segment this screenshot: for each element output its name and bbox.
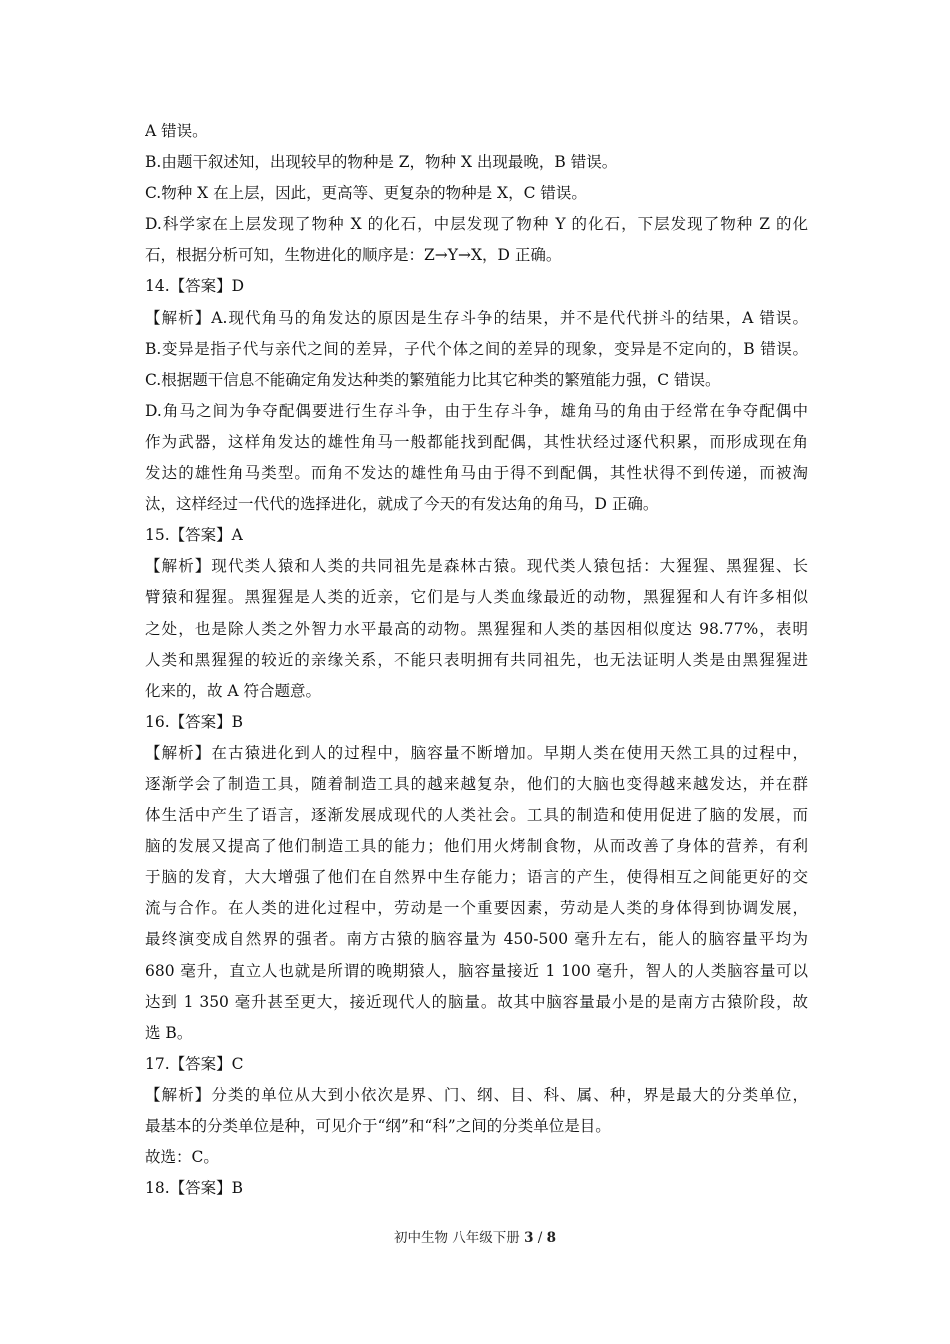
text-line: 之处，也是除人类之外智力水平最高的动物。黑猩猩和人类的基因相似度达 98.77%，表明 <box>145 619 808 638</box>
text-line: A 错误。 <box>145 122 208 140</box>
text-line: C.根据题干信息不能确定角发达种类的繁殖能力比其它种类的繁殖能力强，C 错误。 <box>145 370 721 389</box>
text-line: 【解析】A.现代角马的角发达的原因是生存斗争的结果，并不是代代拼斗的结果，A 错误。 <box>145 308 808 327</box>
text-line: 化来的，故 A 符合题意。 <box>145 681 322 700</box>
text-line: 15.【答案】A <box>145 526 243 545</box>
text-line: D.科学家在上层发现了物种 X 的化石，中层发现了物种 Y 的化石，下层发现了物种 Z 的化 <box>145 215 808 234</box>
answer-analysis-body <box>145 116 808 1204</box>
text-line: 汰，这样经过一代代的选择进化，就成了今天的有发达角的角马，D 正确。 <box>145 495 659 514</box>
text-line: 【解析】现代类人猿和人类的共同祖先是森林古猿。现代类人猿包括：大猩猩、黑猩猩、长 <box>145 557 808 576</box>
text-line: B.由题干叙述知，出现较早的物种是 Z，物种 X 出现最晚，B 错误。 <box>145 153 618 172</box>
total-page-count: 8 <box>546 1230 557 1246</box>
text-line: 体生活中产生了语言，逐渐发展成现代的人类社会。工具的制造和使用促进了脑的发展，而 <box>145 806 808 825</box>
text-line: 【解析】在古猿进化到人的过程中，脑容量不断增加。早期人类在使用天然工具的过程中， <box>145 743 808 762</box>
text-line: C.物种 X 在上层，因此，更高等、更复杂的物种是 X，C 错误。 <box>145 184 587 203</box>
text-line: 17.【答案】C <box>145 1054 244 1073</box>
text-line: 14.【答案】D <box>145 277 245 296</box>
text-line: 选 B。 <box>145 1023 193 1042</box>
text-line: 最基本的分类单位是种，可见介于“纲”和“科”之间的分类单位是目。 <box>145 1117 611 1135</box>
text-line: 最终演变成自然界的强者。南方古猿的脑容量为 450-500 毫升左右，能人的脑容量平均为 <box>145 930 808 949</box>
text-line: 16.【答案】B <box>145 712 244 731</box>
text-line: 石，根据分析可知，生物进化的顺序是：Z→Y→X，D 正确。 <box>145 246 562 265</box>
text-line: 于脑的发育，大大增强了他们在自然界中生存能力；语言的产生，使得相互之间能更好的交 <box>145 868 808 887</box>
text-line: 流与合作。在人类的进化过程中，劳动是一个重要因素，劳动是人类的身体得到协调发展， <box>145 899 808 918</box>
text-line: 逐渐学会了制造工具，随着制造工具的越来越复杂，他们的大脑也变得越来越发达，并在群 <box>145 774 808 793</box>
text-line: 680 毫升，直立人也就是所谓的晚期猿人，脑容量接近 1 100 毫升，智人的人类脑容量可以 <box>145 961 808 980</box>
text-line: 【解析】分类的单位从大到小依次是界、门、纲、目、科、属、种，界是最大的分类单位， <box>145 1085 808 1104</box>
text-line: 发达的雄性角马类型。而角不发达的雄性角马由于得不到配偶，其性状得不到传递，而被淘 <box>145 464 808 483</box>
text-line: 脑的发展又提高了他们制造工具的能力；他们用火烤制食物，从而改善了身体的营养，有利 <box>145 837 808 856</box>
text-line: 人类和黑猩猩的较近的亲缘关系，不能只表明拥有共同祖先，也无法证明人类是由黑猩猩进 <box>145 650 808 669</box>
page-separator: / <box>533 1230 547 1246</box>
text-line: 作为武器，这样角发达的雄性角马一般都能找到配偶，其性状经过逐代积累，而形成现在角 <box>145 432 808 451</box>
footer-label: 初中生物 八年级下册 <box>393 1230 525 1246</box>
text-line: 故选：C。 <box>145 1148 219 1167</box>
text-line: 臂猿和猩猩。黑猩猩是人类的近亲，它们是与人类血缘最近的动物，黑猩猩和人有许多相似 <box>145 588 808 607</box>
text-line: B.变异是指子代与亲代之间的差异，子代个体之间的差异的现象，变异是不定向的，B 错误。 <box>145 339 808 358</box>
page-footer <box>0 1226 950 1246</box>
current-page-number: 3 <box>524 1230 534 1246</box>
text-line: D.角马之间为争夺配偶要进行生存斗争，由于生存斗争，雄角马的角由于经常在争夺配偶中 <box>145 401 808 420</box>
text-line: 18.【答案】B <box>145 1179 244 1198</box>
text-line: 达到 1 350 毫升甚至更大，接近现代人的脑量。故其中脑容量最小是的是南方古猿阶段，故 <box>145 992 808 1011</box>
